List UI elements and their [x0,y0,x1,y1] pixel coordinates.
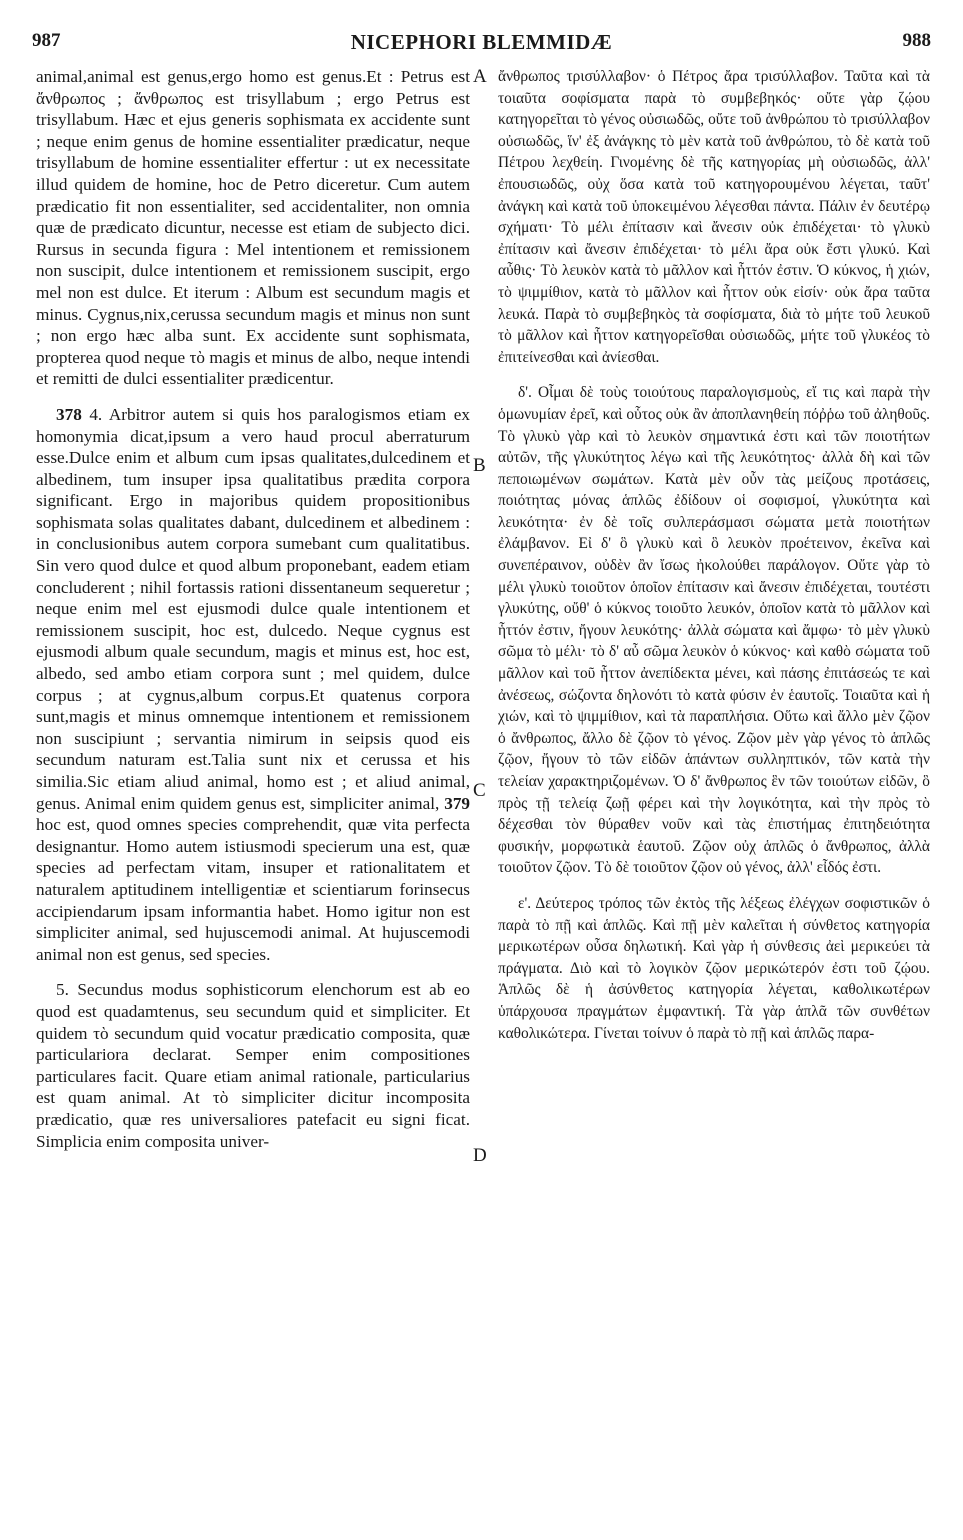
greek-paragraph-2: δ'. Οἶμαι δὲ τοὺς τοιούτους παραλογισμοὺς, εἴ τις καὶ παρὰ τὴν ὁμωνυμίαν ἐρεῖ, καὶ οὗτος οὐκ ἂν ἀποπλανηθείη πόῤῥω τοῦ ἀληθοῦς. Τὸ γλυκὺ γὰρ καὶ τὸ λευκὸν σημαντικά ἐστι καὶ τῶν ποιοτήτων αὐτῶν, τῆς γλυκύτητος λέγω καὶ τῆς λευκότητος· ἀλλὰ δὴ καὶ τῶν πεποιωμένων σωμάτων. Κατὰ μὲν οὖν τὰς μείζους προτάσεις, ποιότητας μόνας ἁπλῶς ἐδίδουν οἱ σοφισμοί, γλυκύτητα καὶ λευκότητα· ἐν δὲ τοῖς συλπεράσμασι σώματα μετὰ ποιοτήτων ἐλάμβανον. Εἰ δ' ὃ γλυκὺ καὶ ὃ λευκὸν προέτεινον, ἐκεῖνα καὶ συνεπέραινον, οὐδὲν ἂν ἴσως ἠκολούθει παράλογον. Οὔτε γὰρ τὸ μέλι γλυκὺ τοιοῦτον ὁποῖον ἐπίτασιν καὶ ἄνεσιν ἐπιδέχεται, τουτέστι γλυκύτης, οὔθ' ὁ κύκνος τοιοῦτο λευκόν, ὁποῖον κατὰ τὸ μᾶλλον καὶ ἧττόν ἐστιν, ἤγουν λευκότης· ἀλλὰ σώματα καὶ ἄμφω· τὸ μὲν γλυκὺ σῶμα τὸ μέλι· τὸ δ' αὖ σῶμα λευκὸν ὁ κύκνος· καὶ καθὸ σώματα τοῦ μᾶλλον καὶ τοῦ ἧττον ἀνεπίδεκτα μένει, καὶ πάσης ἐπιτάσεώς τε καὶ ἀνέσεως, σώζοντα δηλονότι τὸ κατὰ φύσιν ἐν ἑαυτοῖς. Τοιαῦτα καὶ ἡ χιών, καὶ τὸ ψιμμίθιον, καὶ τὰ παραπλήσια. Οὕτω καὶ ἄλλο μὲν ζῷον ὁ ἄνθρωπος, ἄλλο δὲ ζῷον τὸ γένος. Ζῷον μὲν γὰρ γένος τὸ ἁπλῶς ζῷον, ἤγουν τὸ τῶν εἰδῶν ἁπάντων συλληπτικόν, τῶν κατὰ τὴν τελείαν χαρακτηριζομένων. Ὁ δ' ἄνθρωπος ἓν τῶν τοιούτων εἰδῶν, ὃ πρὸς τῇ τελείᾳ ζωῇ φέρει καὶ τὴν λογικότητα, καὶ τὴν πρὸς τὸ δέχεσθαι τὸν θύραθεν νοῦν καὶ τὰς ἐπιστήμας ἐπιτηδειότητα φυσικήν, μορφωτικὰ ἑαυτοῦ. Ζῷον οὐχ ἁπλῶς ὁ ἄνθρωπος, ἀλλὰ τοιοῦτον ζῷον. Τὸ δὲ τοιοῦτον ζῷον οὐ γένος, ἀλλ' εἶδός ἐστι. [498,384,930,877]
margin-letter-b: B [473,455,486,476]
greek-paragraph-1: ἄνθρωπος τρισύλλαβον· ὁ Πέτρος ἄρα τρισύλλαβον. Ταῦτα καὶ τὰ τοιαῦτα σοφίσματα παρὰ τὸ συμβεβηκός· οὔτε γὰρ ζῴου κατηγορεῖται τὸ γένος οὐσιωδῶς, οὔτε τοῦ ἀνθρώπου τὸ τρισύλλαβον οὐσιωδῶς, ἵν' ἐξ ἀνάγκης τὸ μὲν κατὰ τοῦ ἀνθρώπου, τὸ δὲ κατὰ τοῦ Πέτρου λεχθείη. Γινομένης δὲ τῆς κατηγορίας μὴ οὐσιωδῶς, ἀλλ' ἐπουσιωδῶς, οὐχ ὅσα κατὰ τοῦ κατηγορουμένου λέγεται, ταῦτ' ἀνάγκη καὶ κατὰ τοῦ ὑποκειμένου λέγεσθαι πάντα. Πάλιν ἐν δευτέρῳ σχήματι· Τὸ μέλι ἐπίτασιν καὶ ἄνεσιν οὐκ ἐπιδέχεται· τὸ γλυκὺ ἐπίτασιν καὶ ἄνεσιν ἐπιδέχεται· τὸ μέλι ἄρα οὐκ ἔστι γλυκύ. Καὶ αὖθις· Τὸ λευκὸν κατὰ τὸ μᾶλλον καὶ ἧττόν ἐστιν. Ὁ κύκνος, ἡ χιών, τὸ ψιμμίθιον, κατὰ τὸ μᾶλλον καὶ ἧττον οὐκ εἰσίν· οὐκ ἄρα ταῦτα λευκά. Παρὰ τὸ συμβεβηκὸς τὰ σοφίσματα, διὰ τὸ μήτε τοῦ λευκοῦ τὸ μᾶλλον καὶ ἧττον κατηγορεῖσθαι οὐσιωδῶς, μήτε τοῦ γλυκέος τὸ ἐπιτείνεσθαι καὶ ἀνίεσθαι. [498,68,930,366]
latin-column [36,66,470,1518]
margin-letter-d: D [473,1145,487,1166]
margin-letter-a: A [473,66,487,87]
page-number-right: 988 [902,30,931,51]
page-number-left: 987 [32,30,61,51]
latin-paragraph-2-continued: hoc est, quod omnes species comprehendit, quæ vita perfecta designantur. Homo autem istiusmodi specierum una est, quæ species ad perfectam vitam, insuper et rationalitatem et naturalem aptitudinem intelligentiæ et scientiarum forinsecus accipiendarum ipsam informantia habet. Homo igitur non est simpliciter animal, sed hujuscemodi animal. At hujuscemodi animal non est genus, sed species. [36,815,470,964]
greek-paragraph-3: ε'. Δεύτερος τρόπος τῶν ἐκτὸς τῆς λέξεως ἐλέγχων σοφιστικῶν ὁ παρὰ τὸ πῇ καὶ ἁπλῶς. Καὶ πῇ μὲν καλεῖται ἡ σύνθετος κατηγορία μερικωτέρων οὖσα δηλωτική. Καὶ γὰρ ἡ σύνθεσις ἀεὶ μερικεύει τὰ πράγματα. Διὸ καὶ τὸ λογικὸν ζῷον μερικώτερόν ἐστι τοῦ ζῴου. Ἁπλῶς δὲ ἡ ἀσύνθετος κατηγορία λέγεται, καθολικωτέρων ὑπάρχουσα πραγμάτων ἐμφαντική. Τὰ γὰρ ἁπλᾶ τῶν συνθέτων καθολικώτερα. Γίνεται τοίνυν ὁ παρὰ τὸ πῇ καὶ ἁπλῶς παρα- [498,894,930,1042]
latin-paragraph-2-text: 4. Arbitror autem si quis hos paralogismos etiam ex homonymia dicat,ipsum a vero haud procul aberraturum esse.Dulce enim et album cum ipsas qualitates,dulcedinem et albedinem, tum insuper ipsa qualitatibus prædita corpora significant. Ergo in majoribus quidem propositionibus sophismata solas qualitates dabant, dulcedinem et albedinem : in conclusionibus autem corpora sumebant cum qualitatibus. Sin vero quod dulce et quod album proponebant, eadem etiam concluderent ; nihil fortassis rationi dissentaneum sequeretur ; neque enim mel est ejusmodi dulce quale intentionem et remissionem suscipit, hoc est, dulcedo. Neque cygnus est ejusmodi album quale secundum, magis et minus est, hoc est, albedo, sed ambo etiam corpora sunt ; mel quidem, dulce corpus ; at cygnus,album corpus.Et quatenus corpora sunt,magis et minus omnemque intentionem et remissionem non suscipiunt ; servantia nimirum in seipsis quod eis secundum naturam est.Talia sunt nix et cerussa et his similia.Sic etiam aliud animal, homo est ; et aliud animal, genus. Animal enim quidem genus est, simpliciter animal, [36,404,470,813]
margin-letter-c: C [473,780,486,801]
latin-paragraph-3: 5. Secundus modus sophisticorum elenchorum est ab eo quod est quadamtenus, seu secundum quid et simpliciter. Et quidem τὸ secundum quid vocatur prædicatio composita, quæ particulariora declarat. Semper enim compositiones particulares facit. Quare etiam animal rationale, particularius est quam animal. At τὸ simpliciter dicitur incomposita prædicatio, quæ res universaliores patefacit eu signi ficat. Simplicia enim composita univer- [36,980,470,1151]
running-title: NICEPHORI BLEMMIDÆ [350,30,613,54]
page-header [32,30,931,56]
column-number-378: 378 [56,404,82,424]
column-number-379: 379 [444,793,470,813]
greek-column [498,66,930,1518]
latin-paragraph-1: animal,animal est genus,ergo homo est genus.Et : Petrus est ἄνθρωπος ; ἄνθρωπος est trisyllabum ; ergo Petrus est trisyllabum. Hæc et ejus generis sophismata ex accidente sunt ; neque enim genus de homine essentialiter prædicatur, neque trisyllabum de homine essentialiter effertur : ut ex necessitate illud quidem de homine, hoc de Petro diceretur. Cum autem prædicatio fit non essentialiter, sed accidentaliter, non omnia quæ de prædicato dicuntur, necesse est etiam de subjecto dici. Rursus in secunda figura : Mel intentionem et remissionem non suscipit, dulce intentionem et remissionem suscipit, ergo mel non est dulce. Et iterum : Album est secundum magis et minus. Cygnus,nix,cerussa secundum magis et minus non sunt ; non ergo hæc alba sunt. Ex accidente sunt sophismata, propterea quod neque τὸ magis et minus de albo, neque intendi et remitti de dulci essentialiter prædicentur. [36,67,470,389]
latin-paragraph-2 [36,404,470,965]
